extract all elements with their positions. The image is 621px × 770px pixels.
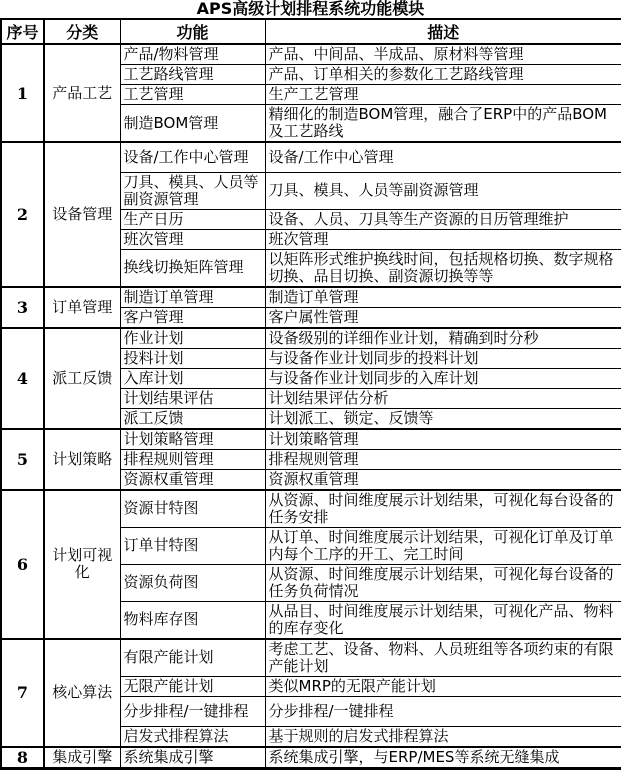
- table-row: [1, 429, 621, 450]
- description-cell: 班次管理: [265, 229, 621, 249]
- description-cell: 产品、中间品、半成品、原材料等管理: [265, 44, 621, 65]
- table-row: [1, 44, 621, 65]
- header-row: [1, 19, 621, 44]
- description-cell: 制造订单管理: [265, 287, 621, 308]
- description-cell: 与设备作业计划同步的入库计划: [265, 368, 621, 388]
- description-cell: 资源权重管理: [265, 469, 621, 490]
- category-cell: 计划可视化: [44, 490, 120, 639]
- row-number-cell: 4: [1, 328, 44, 429]
- function-cell: 启发式排程算法: [120, 726, 265, 747]
- function-cell: 制造BOM管理: [120, 105, 265, 143]
- row-number-cell: 8: [1, 747, 44, 769]
- description-cell: 从资源、时间维度展示计划结果，可视化每台设备的任务安排: [265, 490, 621, 528]
- function-cell: 班次管理: [120, 229, 265, 249]
- table-row: [1, 639, 621, 677]
- description-cell: 精细化的制造BOM管理，融合了ERP中的产品BOM及工艺路线: [265, 105, 621, 143]
- description-cell: 客户属性管理: [265, 307, 621, 328]
- function-cell: 换线切换矩阵管理: [120, 249, 265, 287]
- function-cell: 投料计划: [120, 348, 265, 368]
- category-cell: 派工反馈: [44, 328, 120, 429]
- table-row: [1, 287, 621, 308]
- function-cell: 计划策略管理: [120, 429, 265, 450]
- table-row: [1, 747, 621, 769]
- table-body: [1, 44, 621, 768]
- row-number-cell: 6: [1, 490, 44, 639]
- description-cell: 计划策略管理: [265, 429, 621, 450]
- description-cell: 与设备作业计划同步的投料计划: [265, 348, 621, 368]
- table-row: [1, 490, 621, 528]
- description-cell: 以矩阵形式维护换线时间，包括规格切换、数字规格切换、品目切换、副资源切换等等: [265, 249, 621, 287]
- function-cell: 订单甘特图: [120, 527, 265, 564]
- description-cell: 考虑工艺、设备、物料、人员班组等各项约束的有限产能计划: [265, 639, 621, 677]
- header-cell-no: 序号: [1, 19, 44, 44]
- category-cell: 设备管理: [44, 142, 120, 287]
- description-cell: 设备、人员、刀具等生产资源的日历管理维护: [265, 209, 621, 229]
- description-cell: 排程规则管理: [265, 449, 621, 469]
- row-number-cell: 7: [1, 639, 44, 747]
- function-cell: 入库计划: [120, 368, 265, 388]
- function-cell: 系统集成引擎: [120, 747, 265, 769]
- function-cell: 工艺管理: [120, 85, 265, 105]
- function-cell: 刀具、模具、人员等副资源管理: [120, 172, 265, 209]
- description-cell: 从资源、时间维度展示计划结果，可视化每台设备的任务负荷情况: [265, 564, 621, 601]
- aps-function-table: [0, 18, 621, 770]
- description-cell: 类似MRP的无限产能计划: [265, 676, 621, 696]
- description-cell: 设备/工作中心管理: [265, 142, 621, 172]
- description-cell: 从品目、时间维度展示计划结果，可视化产品、物料的库存变化: [265, 601, 621, 639]
- table-row: [1, 328, 621, 349]
- function-cell: 派工反馈: [120, 408, 265, 429]
- function-cell: 工艺路线管理: [120, 65, 265, 85]
- row-number-cell: 2: [1, 142, 44, 287]
- description-cell: 基于规则的启发式排程算法: [265, 726, 621, 747]
- category-cell: 产品工艺: [44, 44, 120, 142]
- table-row: [1, 142, 621, 172]
- function-cell: 计划结果评估: [120, 388, 265, 408]
- function-cell: 有限产能计划: [120, 639, 265, 677]
- function-cell: 分步排程/一键排程: [120, 696, 265, 726]
- description-cell: 计划结果评估分析: [265, 388, 621, 408]
- header-cell-description: 描述: [265, 19, 621, 44]
- function-cell: 资源权重管理: [120, 469, 265, 490]
- description-cell: 生产工艺管理: [265, 85, 621, 105]
- header-cell-function: 功能: [120, 19, 265, 44]
- row-number-cell: 5: [1, 429, 44, 490]
- category-cell: 集成引擎: [44, 747, 120, 769]
- function-cell: 排程规则管理: [120, 449, 265, 469]
- description-cell: 从订单、时间维度展示计划结果，可视化订单及订单内每个工序的开工、完工时间: [265, 527, 621, 564]
- function-cell: 资源甘特图: [120, 490, 265, 528]
- category-cell: 核心算法: [44, 639, 120, 747]
- function-cell: 作业计划: [120, 328, 265, 349]
- category-cell: 订单管理: [44, 287, 120, 328]
- function-cell: 物料库存图: [120, 601, 265, 639]
- function-cell: 设备/工作中心管理: [120, 142, 265, 172]
- description-cell: 设备级别的详细作业计划，精确到时分秒: [265, 328, 621, 349]
- function-cell: 产品/物料管理: [120, 44, 265, 65]
- category-cell: 计划策略: [44, 429, 120, 490]
- description-cell: 系统集成引擎，与ERP/MES等系统无缝集成: [265, 747, 621, 769]
- function-cell: 制造订单管理: [120, 287, 265, 308]
- description-cell: 计划派工、锁定、反馈等: [265, 408, 621, 429]
- function-cell: 客户管理: [120, 307, 265, 328]
- function-cell: 无限产能计划: [120, 676, 265, 696]
- row-number-cell: 1: [1, 44, 44, 142]
- function-cell: 资源负荷图: [120, 564, 265, 601]
- description-cell: 产品、订单相关的参数化工艺路线管理: [265, 65, 621, 85]
- table-title: APS高级计划排程系统功能模块: [196, 0, 425, 18]
- header-cell-category: 分类: [44, 19, 120, 44]
- description-cell: 分步排程/一键排程: [265, 696, 621, 726]
- row-number-cell: 3: [1, 287, 44, 328]
- function-cell: 生产日历: [120, 209, 265, 229]
- description-cell: 刀具、模具、人员等副资源管理: [265, 172, 621, 209]
